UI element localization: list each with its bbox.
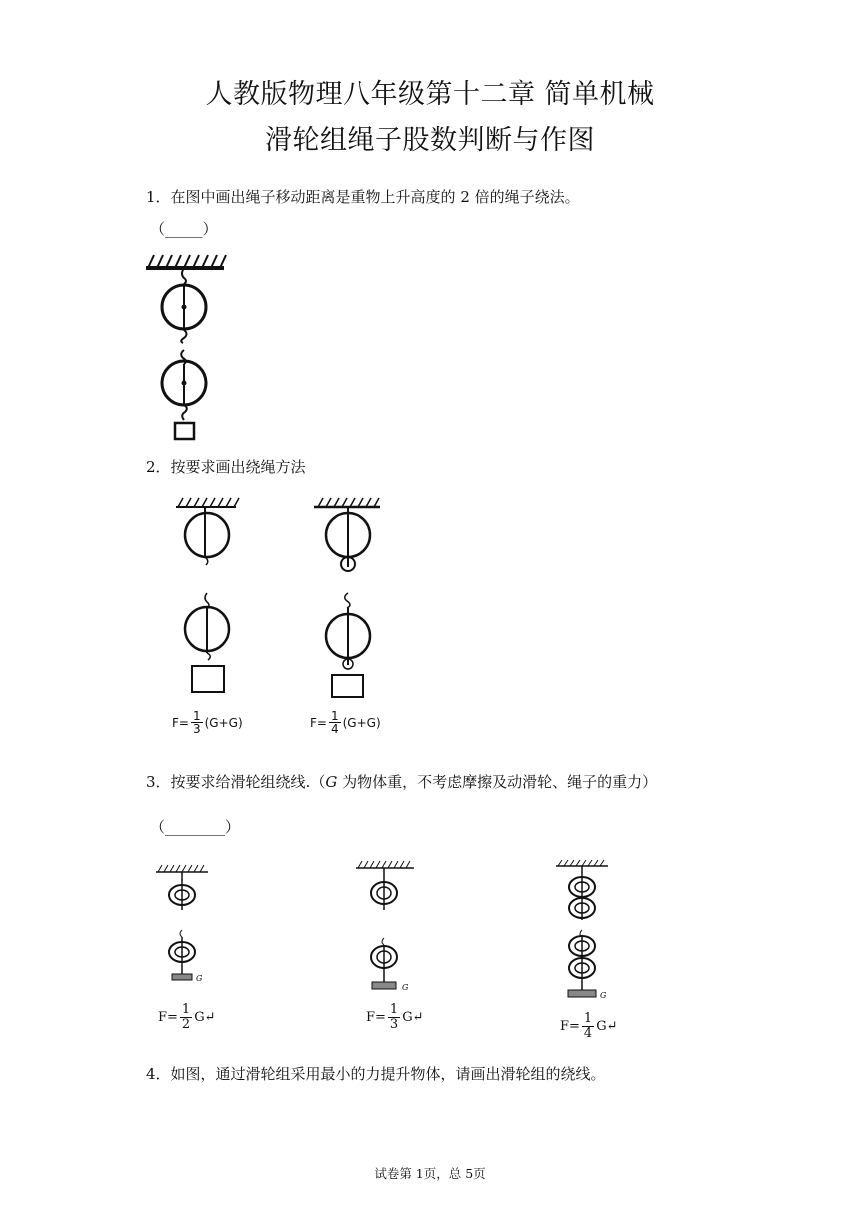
fixed-pulley-axle [182, 305, 187, 310]
question-3-blank[interactable]: （________） [150, 818, 241, 836]
weight-box [175, 423, 194, 439]
ceiling-hatch [318, 498, 379, 507]
formula-fraction [388, 1003, 400, 1032]
weight-box [332, 675, 363, 697]
formula-fraction [329, 710, 341, 735]
question-3-formula-a [158, 1003, 215, 1032]
formula-prefix: F= [366, 1010, 386, 1025]
fraction-denominator: 3 [389, 1017, 399, 1032]
question-3-figure-c [552, 860, 642, 1000]
formula-prefix: F= [310, 715, 327, 730]
fixed-pulley [185, 513, 229, 557]
formula-suffix: G↵ [402, 1010, 424, 1025]
weight-label: G [600, 991, 607, 1000]
question-2-formula-a [172, 710, 243, 735]
fraction-numerator: 1 [192, 709, 201, 723]
formula-prefix: F= [560, 1019, 580, 1034]
fraction-numerator: 1 [583, 1011, 593, 1026]
formula-prefix: F= [172, 715, 189, 730]
formula-suffix: G↵ [194, 1010, 216, 1025]
weight-box [192, 666, 224, 692]
weight-block [172, 974, 192, 980]
question-3-var: G [325, 773, 338, 791]
formula-prefix: F= [158, 1010, 178, 1025]
formula-suffix: (G+G) [204, 715, 243, 730]
ceiling-hatch [358, 861, 410, 868]
fraction-numerator: 1 [389, 1002, 399, 1017]
page-subtitle: 滑轮组绳子股数判断与作图 [265, 125, 595, 156]
question-3-formula-c [560, 1012, 617, 1041]
question-1-text: 1．在图中画出绳子移动距离是重物上升高度的 2 倍的绳子绕法。 [146, 188, 580, 206]
question-2-figure-a [172, 495, 252, 705]
question-3-text-after: 为物体重，不考虑摩擦及动滑轮、绳子的重力） [337, 773, 658, 791]
page-footer: 试卷第 1页，总 5页 [374, 1166, 486, 1181]
fraction-denominator: 4 [583, 1026, 593, 1041]
fraction-numerator: 1 [330, 709, 339, 723]
weight-label: G [196, 974, 203, 983]
question-4-text: 4．如图，通过滑轮组采用最小的力提升物体，请画出滑轮组的绕线。 [146, 1065, 606, 1083]
ceiling-hatch [558, 860, 604, 866]
question-2-formula-b [310, 710, 381, 735]
ceiling-hatch [158, 865, 204, 872]
fraction-numerator: 1 [181, 1002, 191, 1017]
formula-fraction [191, 710, 203, 735]
question-1-blank[interactable]: （_____） [150, 220, 218, 238]
question-3-text [146, 771, 657, 792]
question-2-figure-b [310, 495, 390, 705]
formula-suffix: G↵ [596, 1019, 618, 1034]
ceiling-hatch [178, 498, 239, 507]
weight-label: G [402, 983, 409, 992]
fixed-pulley-hook [182, 268, 186, 284]
weight-block [372, 982, 396, 989]
fraction-denominator: 2 [181, 1017, 191, 1032]
formula-fraction [582, 1012, 594, 1041]
question-3-text-before: 3．按要求给滑轮组绕线.（ [146, 773, 326, 791]
weight-block [568, 990, 596, 997]
question-3-formula-b [366, 1003, 423, 1032]
question-1-pulley-figure [140, 250, 240, 445]
formula-suffix: (G+G) [342, 715, 381, 730]
question-2-text: 2．按要求画出绕绳方法 [146, 458, 306, 476]
formula-fraction [180, 1003, 192, 1032]
fraction-denominator: 3 [192, 722, 201, 736]
question-3-figure-a [152, 862, 242, 992]
page-title: 人教版物理八年级第十二章 简单机械 [205, 79, 655, 110]
movable-pulley-hook [345, 593, 350, 608]
fraction-denominator: 4 [330, 722, 339, 736]
question-3-figure-b [352, 860, 442, 995]
